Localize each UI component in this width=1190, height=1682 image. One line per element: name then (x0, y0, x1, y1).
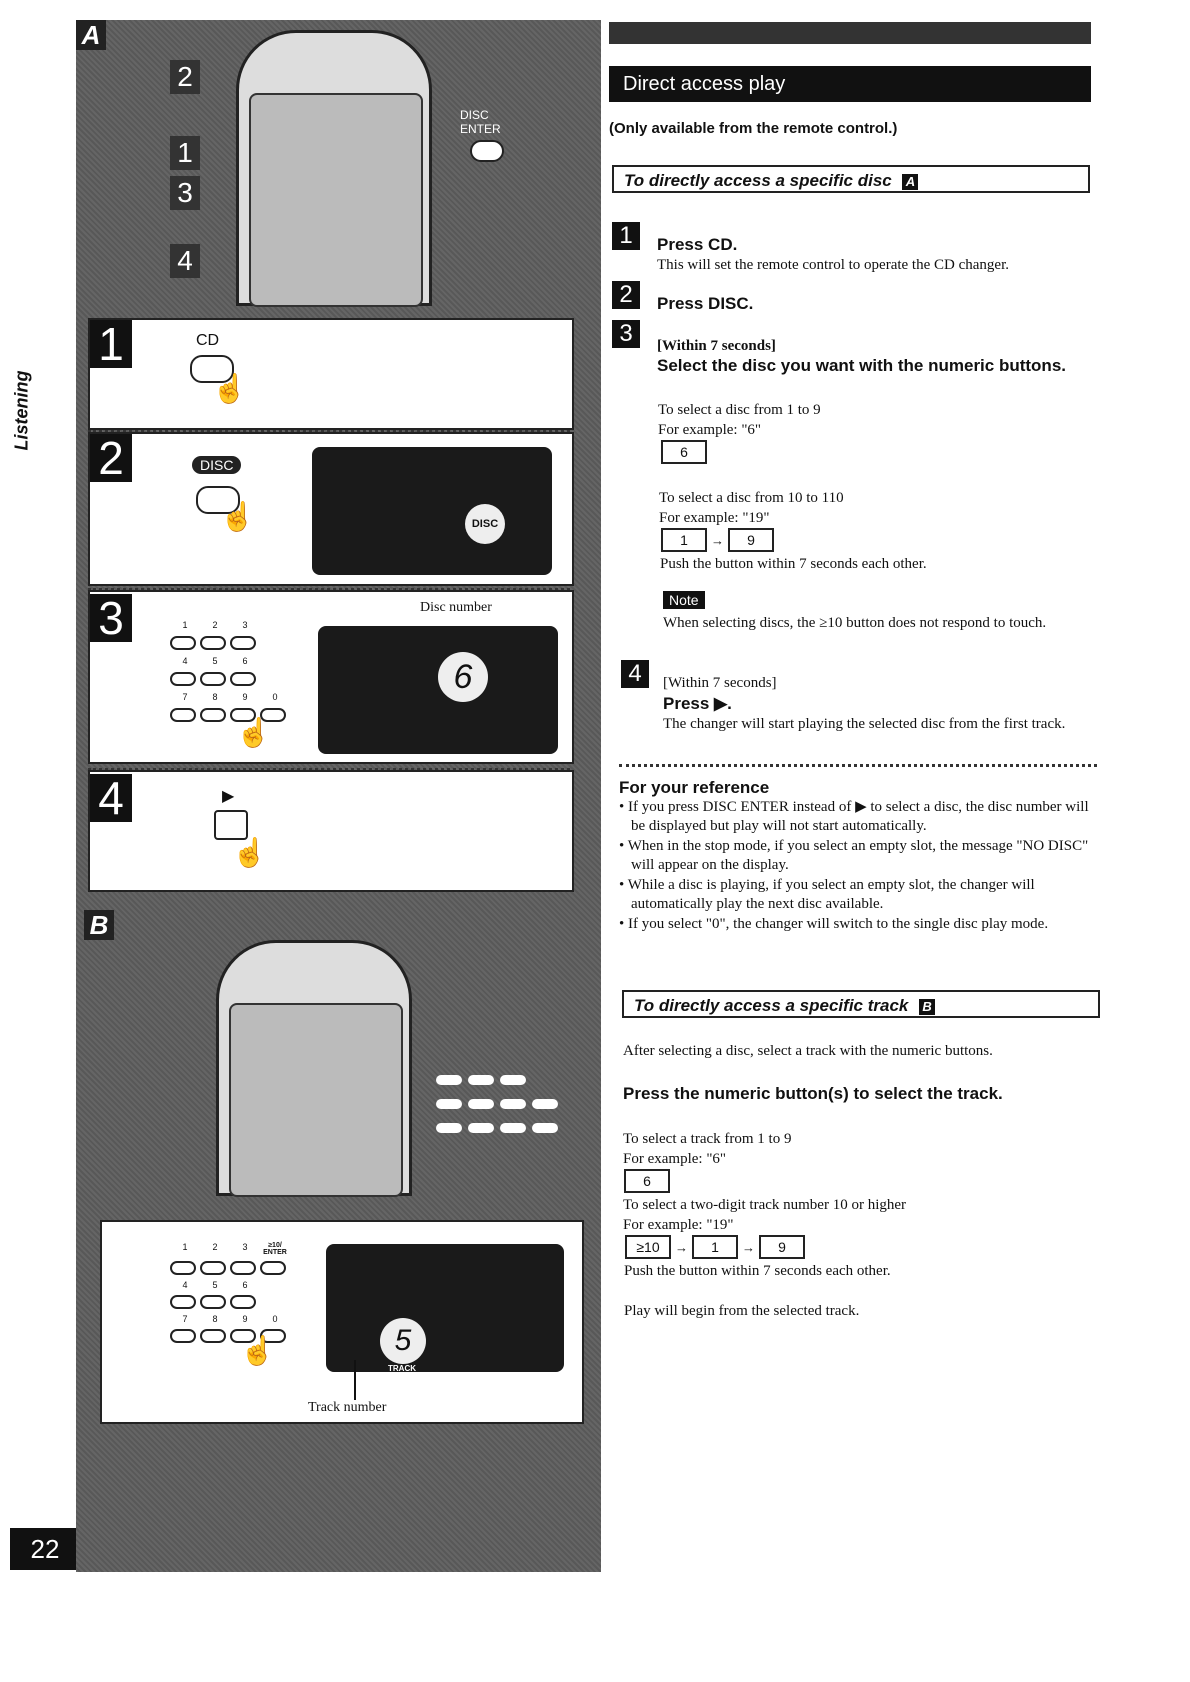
disc-step-4-title: Press ▶. (663, 694, 732, 713)
cd-button-label: CD (196, 332, 220, 349)
track-subheading-tag: B (919, 999, 935, 1015)
key-7[interactable] (170, 1329, 196, 1343)
button-cluster-detail (436, 1075, 556, 1155)
step-4-number: 4 (90, 774, 132, 822)
step-2-number: 2 (90, 434, 132, 482)
arrow-right-icon: → (742, 1240, 755, 1255)
page-subtitle: (Only available from the remote control.) (609, 120, 898, 137)
step-1-panel (88, 318, 574, 430)
key-3-label: 3 (242, 1242, 248, 1252)
track-intro: After selecting a disc, select a track with the numeric buttons. (623, 1043, 993, 1059)
key-9-icon: 9 (728, 528, 774, 552)
key-9-label: 9 (242, 1314, 248, 1324)
key-5[interactable] (200, 672, 226, 686)
section-b-letter: B (84, 910, 114, 940)
hand-pointer-icon: ☝ (236, 718, 271, 749)
disc-example2-line3: Push the button within 7 seconds each other. (660, 556, 927, 572)
track-number-value: 5 (380, 1318, 426, 1364)
key-10-enter[interactable] (260, 1261, 286, 1275)
key-10-icon: ≥10 (625, 1235, 671, 1259)
key-4[interactable] (170, 1295, 196, 1309)
track-example1-line1: To select a track from 1 to 9 (623, 1131, 792, 1147)
key-1-icon: 1 (692, 1235, 738, 1259)
disc-step-4-pre: [Within 7 seconds] (663, 675, 777, 691)
key-4[interactable] (170, 672, 196, 686)
top-gray-bar (609, 22, 1091, 44)
disc-number-caption: Disc number (420, 600, 492, 615)
reference-list (619, 798, 1099, 934)
page-title-bar: Direct access play (609, 66, 1091, 102)
step-4-panel (88, 770, 574, 892)
track-example1-line2: For example: "6" (623, 1151, 727, 1167)
track-subheading (622, 990, 1100, 1018)
track-example1-keys (624, 1169, 670, 1193)
key-6-icon: 6 (661, 440, 707, 464)
arrow-right-icon: → (675, 1240, 688, 1255)
track-example2-line3: Push the button within 7 seconds each other. (624, 1263, 891, 1279)
disc-step-2-title: Press DISC. (657, 294, 754, 313)
key-1[interactable] (170, 636, 196, 650)
key-6-label: 6 (242, 1280, 248, 1290)
reference-item: • If you select "0", the changer will switch to the single disc play mode. (619, 916, 1049, 932)
key-5-label: 5 (212, 656, 218, 666)
key-4-label: 4 (182, 656, 188, 666)
reference-heading: For your reference (619, 778, 770, 797)
disc-step-4-body: The changer will start playing the selected disc from the first track. (663, 716, 1066, 732)
disc-example2-keys (661, 528, 774, 552)
key-7[interactable] (170, 708, 196, 722)
track-number-caption: Track number (308, 1400, 387, 1415)
key-1[interactable] (170, 1261, 196, 1275)
key-6[interactable] (230, 672, 256, 686)
key-1-label: 1 (182, 620, 188, 630)
disc-subheading (612, 165, 1090, 193)
key-9-icon: 9 (759, 1235, 805, 1259)
numeric-keypad[interactable] (170, 620, 300, 722)
disc-display-icon: DISC (465, 504, 505, 544)
disc-number-value: 6 (438, 652, 488, 702)
disc-step-4-mark: 4 (621, 660, 649, 688)
key-0-label: 0 (272, 1314, 278, 1324)
page-number: 22 (10, 1528, 80, 1570)
key-9-label: 9 (242, 692, 248, 702)
play-button-label: ▶ (222, 788, 235, 805)
key-3[interactable] (230, 636, 256, 650)
track-subheading-text: To directly access a specific track (634, 996, 909, 1015)
hand-pointer-icon: ☝ (240, 1336, 275, 1367)
callout-1: 1 (170, 136, 200, 170)
key-4-label: 4 (182, 1280, 188, 1290)
hand-pointer-icon: ☝ (232, 838, 267, 869)
disc-example2-line2: For example: "19" (659, 510, 770, 526)
disc-example2-line1: To select a disc from 10 to 110 (659, 490, 844, 506)
disc-subheading-text: To directly access a specific disc (624, 171, 892, 190)
disc-step-1-body: This will set the remote control to operate the CD changer. (657, 257, 1009, 273)
disc-example1-line1: To select a disc from 1 to 9 (658, 402, 821, 418)
disc-example1-line2: For example: "6" (658, 422, 762, 438)
disc-enter-label: DISC ENTER (460, 108, 501, 136)
hand-pointer-icon: ☝ (212, 374, 247, 405)
track-display (326, 1244, 564, 1372)
remote-control-a (236, 30, 432, 306)
key-1-label: 1 (182, 1242, 188, 1252)
disc-enter-button[interactable] (470, 140, 504, 162)
track-display-sublabel: TRACK (388, 1364, 416, 1373)
key-2-label: 2 (212, 620, 218, 630)
key-7-label: 7 (182, 1314, 188, 1324)
disc-number-display (318, 626, 558, 754)
numeric-keypad-b[interactable] (170, 1242, 320, 1343)
key-8[interactable] (200, 708, 226, 722)
track-closing: Play will begin from the selected track. (624, 1303, 860, 1319)
disc-step-3-pre: [Within 7 seconds] (657, 338, 776, 354)
key-8-label: 8 (212, 1314, 218, 1324)
note-label: Note (663, 591, 705, 609)
note-text: When selecting discs, the ≥10 button does not respond to touch. (663, 615, 1047, 631)
step-3-number: 3 (90, 594, 132, 642)
track-example2-keys (625, 1235, 805, 1259)
key-8[interactable] (200, 1329, 226, 1343)
key-2[interactable] (200, 1261, 226, 1275)
section-a-letter: A (76, 20, 106, 50)
disc-display (312, 447, 552, 575)
key-0-label: 0 (272, 692, 278, 702)
hand-pointer-icon: ☝ (220, 502, 255, 533)
key-6-icon: 6 (624, 1169, 670, 1193)
callout-2: 2 (170, 60, 200, 94)
callout-4: 4 (170, 244, 200, 278)
key-2-label: 2 (212, 1242, 218, 1252)
disc-subheading-tag: A (902, 174, 918, 190)
key-6[interactable] (230, 1295, 256, 1309)
key-5-label: 5 (212, 1280, 218, 1290)
callout-3: 3 (170, 176, 200, 210)
key-5[interactable] (200, 1295, 226, 1309)
step-1-number: 1 (90, 320, 132, 368)
track-example2-line1: To select a two-digit track number 10 or higher (623, 1197, 907, 1213)
key-8-label: 8 (212, 692, 218, 702)
reference-item: • When in the stop mode, if you select an empty slot, the message "NO DISC" will appear on the display. (619, 838, 1089, 873)
track-instruction: Press the numeric button(s) to select the track. (623, 1084, 1003, 1103)
arrow-right-icon: → (711, 533, 724, 548)
key-3-label: 3 (242, 620, 248, 630)
disc-example1-keys (661, 440, 707, 464)
track-caption-line (354, 1360, 356, 1400)
key-6-label: 6 (242, 656, 248, 666)
disc-step-1-mark: 1 (612, 222, 640, 250)
key-1-icon: 1 (661, 528, 707, 552)
key-2[interactable] (200, 636, 226, 650)
disc-step-1-title: Press CD. (657, 235, 738, 254)
remote-control-b (216, 940, 412, 1196)
disc-step-2-mark: 2 (612, 281, 640, 309)
reference-item: • While a disc is playing, if you select an empty slot, the changer will automatically play the next disc available. (619, 877, 1035, 912)
reference-divider (619, 764, 1097, 767)
disc-button-label: DISC (192, 456, 241, 474)
disc-step-3-title: Select the disc you want with the numeric buttons. (657, 356, 1066, 375)
track-example2-line2: For example: "19" (623, 1217, 734, 1233)
key-10-enter-label: ≥10/ ENTER (263, 1242, 287, 1256)
disc-step-3-mark: 3 (612, 320, 640, 348)
key-3[interactable] (230, 1261, 256, 1275)
reference-item: • If you press DISC ENTER instead of ▶ to select a disc, the disc number will be displayed but play will not start automatically. (619, 799, 1089, 834)
key-7-label: 7 (182, 692, 188, 702)
side-section-label: Listening (11, 370, 32, 451)
